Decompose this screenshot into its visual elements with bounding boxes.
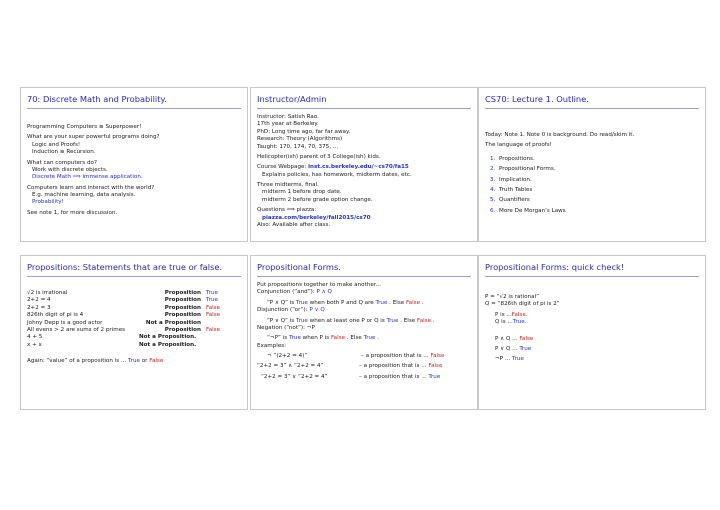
true-word: True (289, 335, 301, 342)
example-value: False (430, 353, 445, 359)
negation-definition (257, 335, 471, 342)
true-word: True (386, 317, 399, 324)
text-part: when P is (302, 335, 330, 342)
false-word: False (417, 317, 432, 324)
item-number: 2. (490, 166, 496, 173)
text-part: ¬P ... (495, 356, 511, 363)
item-label: Propositions. (499, 155, 535, 162)
text-part: . (432, 317, 435, 324)
false-word: False (149, 358, 164, 364)
true-word: True (512, 319, 525, 326)
disjunction-line (257, 307, 471, 314)
value-footer (27, 358, 241, 365)
outline-item (485, 156, 699, 163)
course-webpage (257, 164, 471, 171)
conjunction-definition (257, 300, 471, 307)
example-value: False (428, 363, 443, 370)
false-word: False (405, 299, 421, 306)
text-line: Taught: 170, 174, 70, 375, ... (257, 143, 339, 150)
text-line: Induction ≡ Recursion. (32, 149, 96, 156)
value (206, 320, 236, 327)
true-word: True (519, 345, 532, 352)
text-part: “P ∨ Q” is (267, 317, 295, 324)
table-row (27, 320, 241, 327)
slide-lecture-outline (478, 87, 706, 242)
slide-body (257, 114, 471, 229)
text-line: PhD: Long time ago, far far away. (257, 128, 351, 135)
text-line: Probability! (32, 199, 64, 206)
title-rule (257, 276, 471, 277)
slide-discrete-math (20, 87, 248, 242)
proposition-table (27, 290, 241, 365)
negation-line: Negation (“not”): ¬P (257, 324, 315, 331)
text-part: . Else (346, 335, 362, 342)
title-rule (27, 108, 241, 109)
definition-q: Q = “826th digit of pi is 2” (485, 301, 560, 308)
item-label: Truth Tables (499, 186, 533, 193)
kind: Proposition (164, 297, 201, 304)
statement: 2+2 = 3 (27, 304, 51, 311)
text-part: . Else (400, 317, 416, 324)
text-line: Explains policies, has homework, midterm dates, etc. (262, 171, 412, 178)
statement: √2 is irrational (27, 290, 68, 296)
text-label: Disjunction (“or”): (257, 307, 308, 314)
piazza-link[interactable]: piazza.com/berkeley/fall2015/cs70 (262, 214, 371, 221)
slide-title: Propositional Forms. (257, 262, 341, 272)
statement: 4 + 5 (27, 334, 43, 341)
text-line: Discrete Math ⟹ immense application. (32, 174, 143, 181)
title-rule (257, 108, 471, 109)
title-rule (485, 108, 699, 109)
conjunction-line (257, 289, 471, 296)
text-part: when at least one P or Q is (309, 317, 385, 324)
slide-title: CS70: Lecture 1. Outline. (485, 94, 589, 104)
example-expression: ¬ “(2+2 = 4)” (267, 353, 308, 359)
text-part: . (525, 311, 528, 318)
not-check (485, 356, 699, 363)
text-part: Q is ... (495, 319, 513, 326)
text-line: Also: Available after class. (257, 221, 331, 228)
item-label: Quantifiers (499, 197, 530, 204)
slide-body (485, 294, 699, 364)
text-line: Three midterms, final. (257, 182, 319, 188)
table-row (27, 297, 241, 304)
text-label: Course Webpage: (257, 164, 307, 171)
true-word: True (375, 299, 388, 306)
text-part: . (421, 299, 424, 306)
slide-instructor-admin (250, 87, 478, 242)
outline-item (485, 166, 699, 173)
text-line: midterm 1 before drop date. (262, 189, 342, 196)
outline-item (485, 177, 699, 184)
or-check (485, 346, 699, 353)
value: False (206, 312, 221, 319)
example-text: – a proposition that is ... (359, 373, 427, 380)
table-row (27, 342, 241, 349)
kind: Proposition (164, 304, 201, 311)
and-check (485, 336, 699, 343)
kind: Not a Proposition (145, 319, 201, 326)
value: True (206, 290, 218, 296)
item-number: 6. (490, 207, 496, 214)
q-value-line (485, 319, 699, 326)
text-part: when both P and Q are (309, 299, 374, 306)
false-word: False (330, 335, 346, 342)
slide-propositions (20, 255, 248, 410)
item-number: 3. (490, 176, 496, 183)
item-number: 5. (490, 197, 496, 204)
title-rule (485, 276, 699, 277)
item-label: More De Morgan’s Laws (499, 207, 566, 214)
conjunction-form: P ∧ Q (316, 289, 332, 296)
text-part: “¬P” is (267, 335, 288, 342)
text-part: “P ∧ Q” is (267, 299, 295, 306)
item-number: 4. (490, 186, 496, 193)
slide-body (257, 282, 471, 381)
slide-body (27, 124, 241, 217)
example-row (257, 353, 471, 360)
text-line: What are your super powerful programs doing? (27, 134, 160, 141)
text-line: Programming Computers ≡ Superpower! (27, 124, 142, 130)
definition-p: P = “√2 is rational” (485, 294, 539, 300)
title-rule (27, 276, 241, 277)
example-text: – a proposition that is ... (359, 363, 427, 370)
slide-title: Instructor/Admin (257, 94, 327, 104)
statement: 826th digit of pi is 4 (27, 312, 84, 319)
text-line: Work with discrete objects. (32, 166, 108, 173)
kind: Not a Proposition. (139, 334, 197, 341)
text-part: P ∨ Q ... (495, 345, 518, 352)
text-line: Research: Theory (Algorithms) (257, 136, 343, 143)
table-row (27, 312, 241, 319)
slide-quick-check (478, 255, 706, 410)
text-part: . (524, 319, 527, 326)
value (206, 342, 236, 349)
example-row (257, 374, 471, 381)
item-label: Propositional Forms. (499, 166, 556, 173)
value: False (206, 326, 221, 333)
examples-heading: Examples: (257, 342, 287, 349)
text-line: See note 1, for more discussion. (27, 209, 118, 216)
table-row (27, 305, 241, 312)
table-row (27, 334, 241, 341)
value (206, 334, 236, 341)
kind: Proposition (164, 326, 201, 333)
statement: 2+2 = 4 (27, 297, 51, 304)
slide-title: 70: Discrete Math and Probability. (27, 94, 167, 104)
example-value: True (428, 373, 441, 380)
text-line: Today: Note 1. Note 0 is background. Do read/skim it. (485, 132, 635, 138)
text-part: P ∧ Q ... (495, 335, 518, 342)
text-label: Conjunction (“and”): (257, 289, 315, 296)
text-line: What can computers do? (27, 159, 97, 166)
kind: Not a Proposition. (139, 341, 197, 348)
disjunction-definition (257, 318, 471, 325)
true-word: True (295, 299, 308, 306)
p-value-line (485, 312, 699, 319)
true-word: True (295, 317, 308, 324)
text-line: Logic and Proofs! (32, 141, 81, 148)
item-label: Implication. (499, 176, 532, 183)
or-word: or (141, 358, 148, 364)
false-word: False (519, 335, 534, 342)
slide-body (485, 132, 699, 215)
text-part: P is ... (495, 311, 512, 318)
footer-text: Again: “value” of a proposition is ... (27, 358, 127, 364)
course-webpage-link[interactable]: inst.cs.berkeley.edu/~cs70/fa15 (308, 164, 409, 171)
slide-title: Propositional Forms: quick check! (485, 262, 625, 272)
text-line: Instructor: Satish Rao. (257, 114, 319, 120)
value: False (206, 304, 221, 311)
text-line: midterm 2 before grade option change. (262, 196, 373, 203)
disjunction-form: P ∨ Q (309, 307, 325, 314)
example-text: – a proposition that is ... (361, 353, 429, 359)
outline-item (485, 197, 699, 204)
statement: All evens > 2 are sums of 2 primes (27, 326, 126, 333)
example-row (257, 363, 471, 370)
table-row (27, 327, 241, 334)
outline-item (485, 208, 699, 215)
true-word: True (511, 356, 524, 363)
statement: Johny Depp is a good actor (27, 319, 103, 326)
false-word: False (511, 311, 526, 318)
text-line: E.g. machine learning, data analysis. (32, 192, 136, 198)
table-row (27, 290, 241, 297)
kind: Proposition (164, 290, 201, 296)
kind: Proposition (164, 312, 201, 319)
text-part: . Else (389, 299, 405, 306)
value: True (206, 297, 218, 304)
true-word: True (363, 335, 376, 342)
item-number: 1. (490, 155, 496, 162)
text-line: The language of proofs! (485, 142, 552, 149)
text-line: Questions ⟹ piazza: (257, 207, 317, 214)
text-line: 17th year at Berkeley. (257, 121, 319, 128)
statement: x + x (27, 341, 42, 348)
outline-item (485, 187, 699, 194)
example-expression: “2+2 = 3” ∧ “2+2 = 4” (257, 363, 324, 370)
slide-title: Propositions: Statements that are true or false. (27, 262, 223, 272)
text-line: Computers learn and interact with the world? (27, 184, 155, 191)
true-word: True (128, 358, 140, 364)
example-expression: “2+2 = 3” ∨ “2+2 = 4” (261, 373, 328, 380)
text-part: . (377, 335, 380, 342)
slide-propositional-forms (250, 255, 478, 410)
text-line: Put propositions together to make another... (257, 282, 381, 288)
text-line: Helicopter(ish) parent of 3 College(ish) kids. (257, 153, 381, 160)
